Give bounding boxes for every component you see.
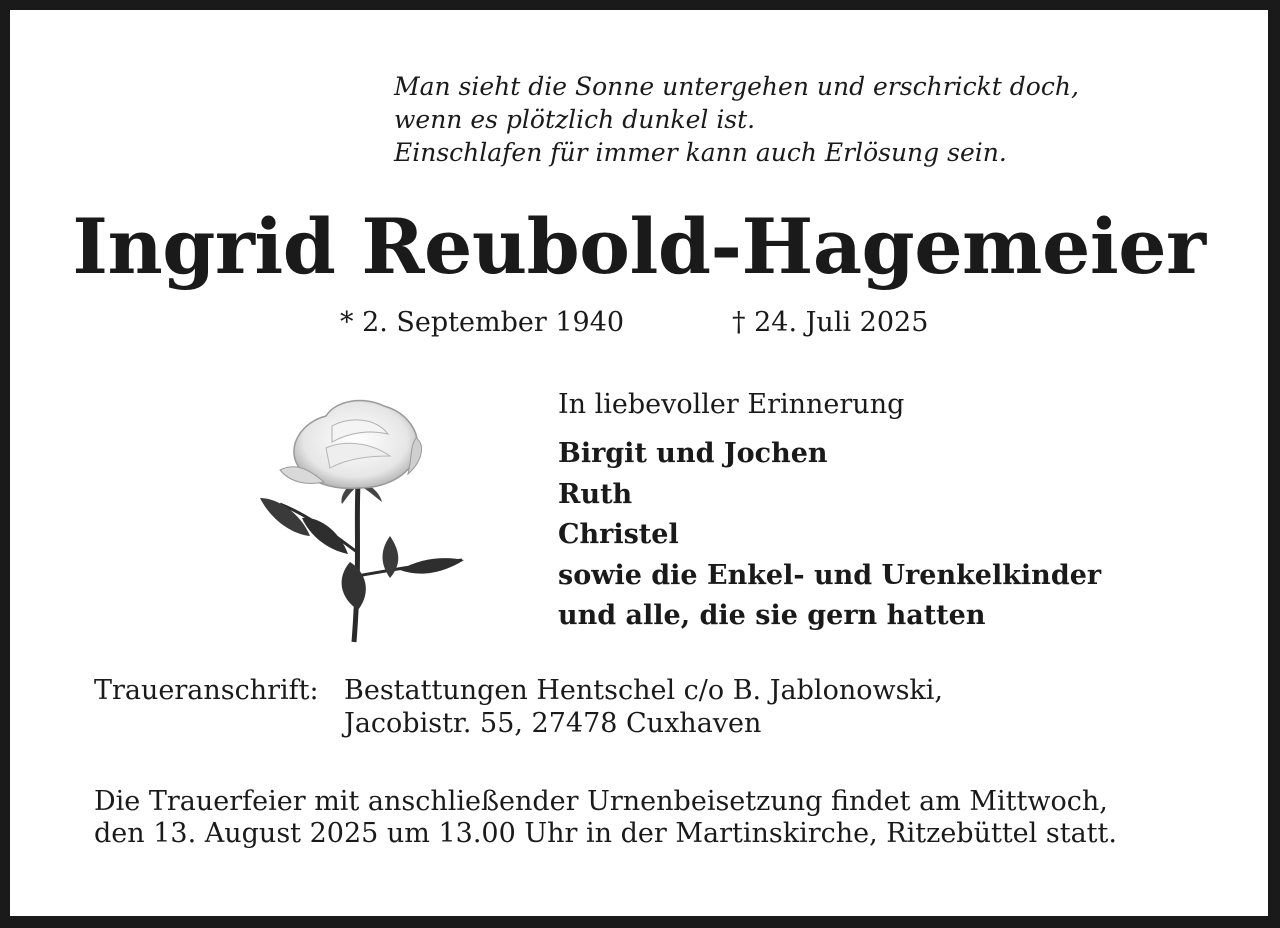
service-line-2: den 13. August 2025 um 13.00 Uhr in der Martinskirche, Ritzebüttel statt. <box>94 818 1117 849</box>
rose-icon <box>240 386 470 644</box>
obituary-notice <box>10 10 1268 916</box>
memorial-quote <box>394 70 1079 169</box>
service-line-1: Die Trauerfeier mit anschließender Urnenbeisetzung findet am Mittwoch, <box>94 786 1108 817</box>
mourners-list <box>558 434 1101 637</box>
address-label: Traueranschrift: <box>94 675 319 706</box>
funeral-service-info <box>94 786 1117 850</box>
death-date: † 24. Juli 2025 <box>732 307 929 338</box>
mourner-entry: Ruth <box>558 478 633 510</box>
quote-line-1: Man sieht die Sonne untergehen und erschrickt doch, <box>394 72 1079 101</box>
memory-line: In liebevoller Erinnerung <box>558 389 905 420</box>
birth-date: * 2. September 1940 <box>340 307 625 338</box>
mourner-entry: sowie die Enkel- und Urenkelkinder <box>558 559 1102 591</box>
deceased-name: Ingrid Reubold-Hagemeier <box>72 202 1206 291</box>
mourner-entry: und alle, die sie gern hatten <box>558 600 986 631</box>
quote-line-2: wenn es plötzlich dunkel ist. <box>394 105 756 134</box>
mourner-entry: Birgit und Jochen <box>558 438 828 469</box>
address-line-2: Jacobistr. 55, 27478 Cuxhaven <box>344 708 762 739</box>
quote-line-3: Einschlafen für immer kann auch Erlösung sein. <box>394 138 1007 167</box>
mourner-entry: Christel <box>558 519 679 550</box>
address-line-1: Bestattungen Hentschel c/o B. Jablonowski, <box>344 675 944 706</box>
